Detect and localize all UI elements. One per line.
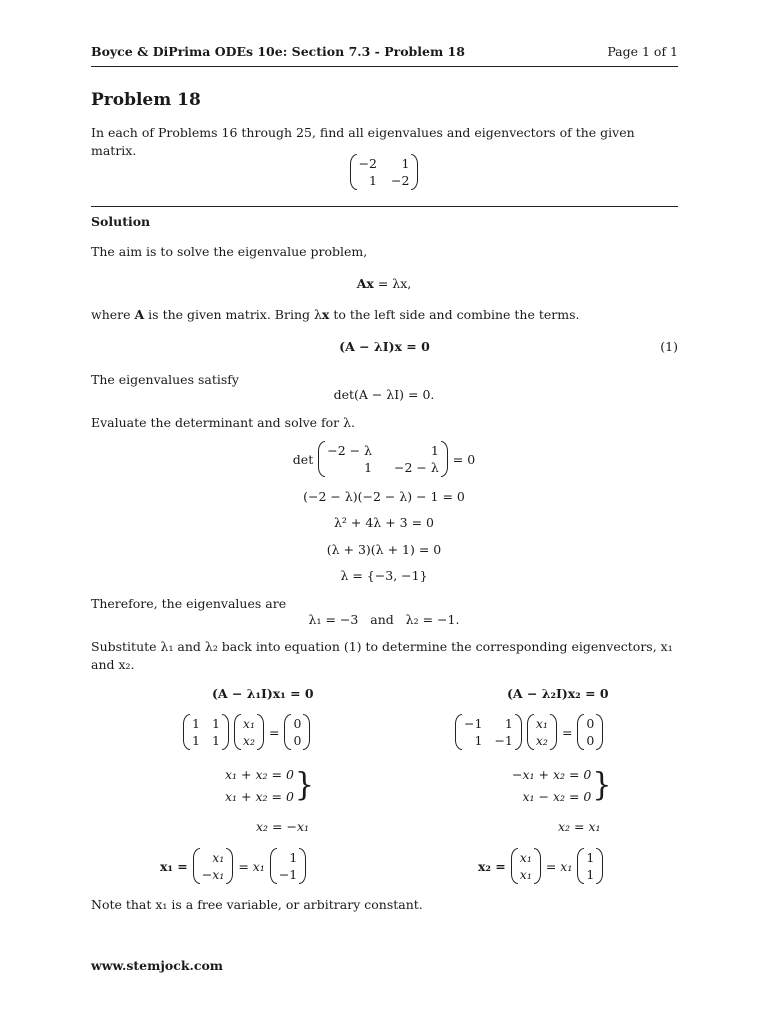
- vector-entry: x₂: [535, 733, 548, 748]
- right-system: −x₁ + x₂ = 0 x₁ − x₂ = 0 }: [512, 764, 611, 808]
- given-matrix: [350, 154, 419, 190]
- vector-entry: x₁: [519, 867, 532, 882]
- eq-rhs: = λx,: [373, 276, 412, 291]
- therefore-text: Therefore, the eigenvalues are: [91, 596, 287, 611]
- det-equation: det(A − λI) = 0.: [333, 387, 435, 402]
- matrix-cell: 1: [192, 716, 200, 731]
- matrix-cell: 1: [401, 156, 410, 171]
- header-title: Boyce & DiPrima ODEs 10e: Section 7.3 - Problem 18: [91, 44, 465, 59]
- matrix-cell: 1: [211, 716, 220, 731]
- left-equation: (A − λ₁I)x₁ = 0: [212, 686, 314, 701]
- vector-entry: x₁: [535, 716, 548, 731]
- left-matrix-equation: [183, 714, 310, 750]
- matrix-cell: −2 − λ: [327, 443, 373, 458]
- step-4: λ = {−3, −1}: [340, 568, 428, 583]
- evaluate-text: Evaluate the determinant and solve for λ.: [91, 415, 356, 430]
- vector-entry: x₁: [242, 716, 255, 731]
- det-label: det: [292, 451, 314, 467]
- matrix-cell: 1: [430, 443, 439, 458]
- system-line: −x₁ + x₂ = 0: [512, 767, 592, 782]
- vector-entry: x₁: [212, 850, 225, 865]
- right-eigenvector: [478, 848, 603, 884]
- solution-heading: Solution: [91, 214, 151, 229]
- page-header: [91, 44, 678, 60]
- where-pre: where: [91, 307, 135, 322]
- system-line: x₁ − x₂ = 0: [522, 789, 592, 804]
- where-text: [91, 306, 681, 324]
- matrix-cell: 1: [192, 733, 200, 748]
- problem-title: Problem 18: [91, 90, 201, 110]
- equation-number: (1): [660, 339, 678, 354]
- matrix-cell: −2 − λ: [394, 460, 439, 475]
- basis-vector: [270, 848, 306, 884]
- left-relation: x₂ = −x₁: [256, 819, 310, 834]
- header-rule: [91, 66, 678, 67]
- vector-entry: 0: [586, 733, 595, 748]
- left-zero-vector: [284, 714, 310, 750]
- eigenvalues-result: λ₁ = −3 and λ₂ = −1.: [308, 612, 460, 627]
- eigenvector-entries: [511, 848, 541, 884]
- eigenvector-label: x₁ =: [160, 858, 188, 874]
- scalar-factor: = x₁: [545, 858, 573, 874]
- basis-vector: [577, 848, 603, 884]
- right-equation: (A − λ₂I)x₂ = 0: [507, 686, 609, 701]
- step-1: (−2 − λ)(−2 − λ) − 1 = 0: [303, 489, 465, 504]
- eigenvector-entries: [193, 848, 234, 884]
- step-2: λ² + 4λ + 3 = 0: [334, 515, 434, 530]
- matrix-cell: 1: [504, 716, 513, 731]
- substitute-text: Substitute λ₁ and λ₂ back into equation (1) to determine the corresponding eigenvectors, x₁ and x₂.: [91, 639, 673, 672]
- system-line: x₁ + x₂ = 0: [225, 789, 294, 804]
- vector-entry: 0: [586, 716, 595, 731]
- aim-text: The aim is to solve the eigenvalue problem,: [91, 244, 368, 259]
- where-x: x: [321, 307, 330, 322]
- matrix-cell: −2: [391, 173, 410, 188]
- right-zero-vector: [577, 714, 603, 750]
- section-rule: [91, 206, 678, 207]
- vector-entry: x₁: [519, 850, 532, 865]
- eigenvector-label: x₂ =: [478, 858, 506, 874]
- left-eigenvector: [160, 848, 306, 884]
- problem-statement: In each of Problems 16 through 25, find all eigenvalues and eigenvectors of the given matrix.: [91, 125, 635, 158]
- vector-entry: 0: [293, 716, 302, 731]
- equals-sign: =: [561, 724, 573, 740]
- vector-entry: −1: [278, 867, 298, 882]
- step-3: (λ + 3)(λ + 1) = 0: [326, 542, 442, 557]
- equation-1-text: (A − λI)x = 0: [339, 339, 430, 354]
- vector-entry: 1: [289, 850, 298, 865]
- eigenvalues-satisfy: The eigenvalues satisfy: [91, 372, 239, 387]
- vector-entry: x₂: [242, 733, 255, 748]
- page-number: Page 1 of 1: [607, 44, 678, 59]
- left-vector: [234, 714, 264, 750]
- right-vector: [527, 714, 557, 750]
- matrix-cell: −1: [464, 716, 483, 731]
- scalar-factor: = x₁: [238, 858, 265, 874]
- matrix-cell: −2: [358, 156, 377, 171]
- right-relation: x₂ = x₁: [558, 819, 601, 834]
- where-A: A: [134, 307, 145, 322]
- where-mid: is the given matrix. Bring λ: [144, 307, 322, 322]
- vector-entry: 1: [586, 867, 595, 882]
- matrix-cell: 1: [211, 733, 220, 748]
- note-text: Note that x₁ is a free variable, or arbitrary constant.: [91, 897, 423, 912]
- vector-entry: −x₁: [201, 867, 225, 882]
- eigen-equation: [0, 276, 768, 291]
- system-line: x₁ + x₂ = 0: [225, 767, 294, 782]
- matrix-cell: 1: [369, 173, 377, 188]
- det-matrix-block: [0, 441, 768, 477]
- eq-lhs: Ax: [356, 276, 374, 291]
- det-equals: = 0: [452, 451, 476, 467]
- det-matrix: [318, 441, 448, 477]
- right-matrix-equation: [455, 714, 603, 750]
- matrix-cell: 1: [474, 733, 483, 748]
- footer-link[interactable]: www.stemjock.com: [91, 958, 224, 973]
- given-matrix-block: [0, 154, 768, 190]
- matrix-cell: −1: [494, 733, 513, 748]
- left-system: x₁ + x₂ = 0 x₁ + x₂ = 0 }: [225, 764, 314, 808]
- equals-sign: =: [268, 724, 280, 740]
- left-matrix: [183, 714, 229, 750]
- where-post: to the left side and combine the terms.: [329, 307, 580, 322]
- vector-entry: 0: [293, 733, 302, 748]
- matrix-cell: 1: [364, 460, 373, 475]
- right-matrix: [455, 714, 522, 750]
- equation-1: [91, 339, 678, 354]
- vector-entry: 1: [586, 850, 595, 865]
